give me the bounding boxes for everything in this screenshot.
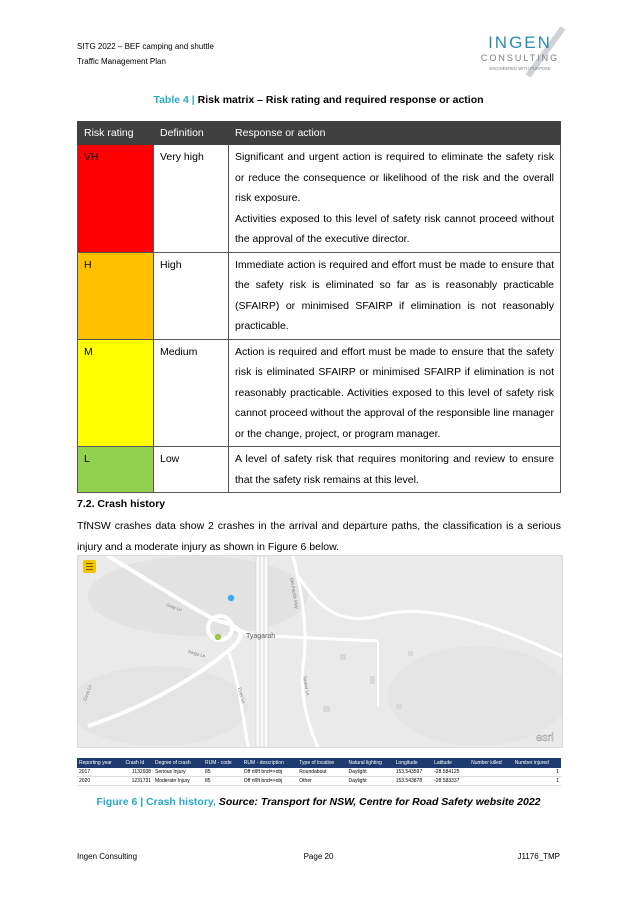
crash-marker-moderate[interactable] — [215, 634, 221, 640]
risk-rating-cell: VH — [78, 145, 154, 253]
cell-longitude: 153.543597 — [394, 768, 432, 777]
map-label-road: Eves Ln — [237, 686, 247, 704]
cell-rum-description: Off rt/lft bnd=>obj — [242, 777, 298, 786]
logo-tagline: ENGINEERED WITH PURPOSE — [489, 66, 551, 71]
doc-subtitle: Traffic Management Plan — [77, 57, 166, 66]
map-label-road: Old Pacific Hwy — [289, 577, 300, 610]
table-row — [78, 145, 561, 253]
col-header-risk-rating: Risk rating — [78, 122, 154, 145]
cell-injured: 1 — [513, 777, 561, 786]
definition-cell: Low — [154, 447, 229, 493]
section-heading: 7.2. Crash history — [77, 498, 166, 510]
response-cell — [229, 447, 561, 493]
cell-degree: Moderate Injury — [153, 777, 203, 786]
cell-rum-code: 85 — [203, 768, 242, 777]
crash-table-header — [77, 758, 561, 768]
cell-injured: 1 — [513, 768, 561, 777]
cell-latitude: -28.584125 — [432, 768, 469, 777]
col-header: Latitude — [432, 758, 469, 768]
footer-doc-ref: J1176_TMP — [517, 852, 560, 861]
col-header: Number injured — [513, 758, 561, 768]
definition-cell: High — [154, 252, 229, 339]
figure-caption-prefix: Figure 6 | Crash history, — [96, 796, 216, 808]
cell-crash-id: 1231731 — [123, 777, 153, 786]
response-cell — [229, 252, 561, 339]
cell-rum-description: Off rt/lft bnd=>obj — [242, 768, 298, 777]
figure-caption-source: Source: Transport for NSW, Centre for Road Safety website 2022 — [218, 796, 541, 808]
cell-longitude: 153.543878 — [394, 777, 432, 786]
table-row — [78, 447, 561, 493]
esri-watermark: esri — [536, 732, 554, 744]
col-header-definition: Definition — [154, 122, 229, 145]
col-header-response: Response or action — [229, 122, 561, 145]
cell-latitude: -28.583337 — [432, 777, 469, 786]
response-cell — [229, 339, 561, 447]
response-paragraph: Significant and urgent action is required to eliminate the safety risk or reduce the consequence or likelihood of the risk and the overall risk exposure. — [235, 151, 554, 204]
response-paragraph: Action is required and effort must be made to ensure that the safety risk is eliminated SFAIRP or minimised SFAIRP if elimination is not reasonably practicable. Activities exposed to this level of safety risk cannot proceed without the approval of the responsible line manager or the change, project, or program manager. — [235, 345, 554, 440]
map-label-road: Tanner Ln — [302, 675, 311, 696]
cell-degree: Serious Injury — [153, 768, 203, 777]
col-header: Number killed — [469, 758, 513, 768]
col-header: Degree of crash — [153, 758, 203, 768]
col-header: Natural lighting — [347, 758, 394, 768]
table-caption-prefix: Table 4 | — [153, 94, 195, 106]
cell-location-type: Other — [297, 777, 346, 786]
definition-cell: Medium — [154, 339, 229, 447]
response-paragraph: A level of safety risk that requires monitoring and review to ensure that the safety risk remains at this level. — [235, 453, 554, 486]
footer-page-number: Page 20 — [303, 852, 334, 861]
cell-year: 2020 — [77, 777, 123, 786]
crash-data-table — [77, 758, 561, 786]
cell-location-type: Roundabout — [297, 768, 346, 777]
section-paragraph: TfNSW crashes data show 2 crashes in the arrival and departure paths, the classification is a serious injury and a moderate injury as shown in Figure 6 below. — [77, 520, 561, 553]
crash-marker-serious[interactable] — [228, 595, 234, 601]
response-cell — [229, 145, 561, 253]
table-caption — [0, 94, 637, 106]
table-caption-title: Risk matrix – Risk rating and required response or action — [197, 94, 484, 106]
map-label-road: Cess Ln — [82, 684, 93, 702]
table-row — [77, 777, 561, 786]
col-header: Crash Id — [123, 758, 153, 768]
doc-title: SITG 2022 – BEF camping and shuttle — [77, 42, 214, 51]
risk-table-header — [78, 122, 561, 145]
col-header: RUM - description — [242, 758, 298, 768]
cell-lighting: Daylight — [347, 768, 394, 777]
logo-word-consulting: CONSULTING — [480, 53, 560, 63]
risk-rating-cell: H — [78, 252, 154, 339]
cell-lighting: Daylight — [347, 777, 394, 786]
risk-rating-cell: M — [78, 339, 154, 447]
table-row — [78, 339, 561, 447]
col-header: RUM - code — [203, 758, 242, 768]
col-header: Longitude — [394, 758, 432, 768]
col-header: Type of location — [297, 758, 346, 768]
cell-rum-code: 85 — [203, 777, 242, 786]
ingen-logo — [468, 26, 568, 78]
col-header: Reporting year — [77, 758, 123, 768]
response-paragraph: Activities exposed to this level of safety risk cannot proceed without the approval of the executive director. — [235, 212, 554, 245]
table-row — [77, 768, 561, 777]
map-label-road: Kings Ln — [187, 649, 206, 659]
footer-company: Ingen Consulting — [77, 852, 138, 861]
table-row — [78, 252, 561, 339]
cell-year: 2017 — [77, 768, 123, 777]
response-paragraph: Immediate action is required and effort must be made to ensure that the safety risk is eliminated so far as is reasonably practicable (SFAIRP) or minimised SFAIRP if elimination is not reasonably practicable. — [235, 258, 554, 332]
logo-word-ingen: INGEN — [488, 33, 552, 52]
cell-crash-id: 1132938 — [123, 768, 153, 777]
definition-cell: Very high — [154, 145, 229, 253]
risk-rating-cell: L — [78, 447, 154, 493]
cell-killed — [469, 768, 513, 777]
risk-matrix-table — [77, 121, 561, 493]
cell-killed — [469, 777, 513, 786]
map-label-town: Tyagarah — [246, 633, 276, 640]
figure-caption — [0, 796, 637, 808]
crash-map[interactable] — [77, 555, 563, 748]
map-label-road: Gray Ln — [165, 602, 183, 613]
hamburger-icon[interactable] — [83, 560, 96, 573]
